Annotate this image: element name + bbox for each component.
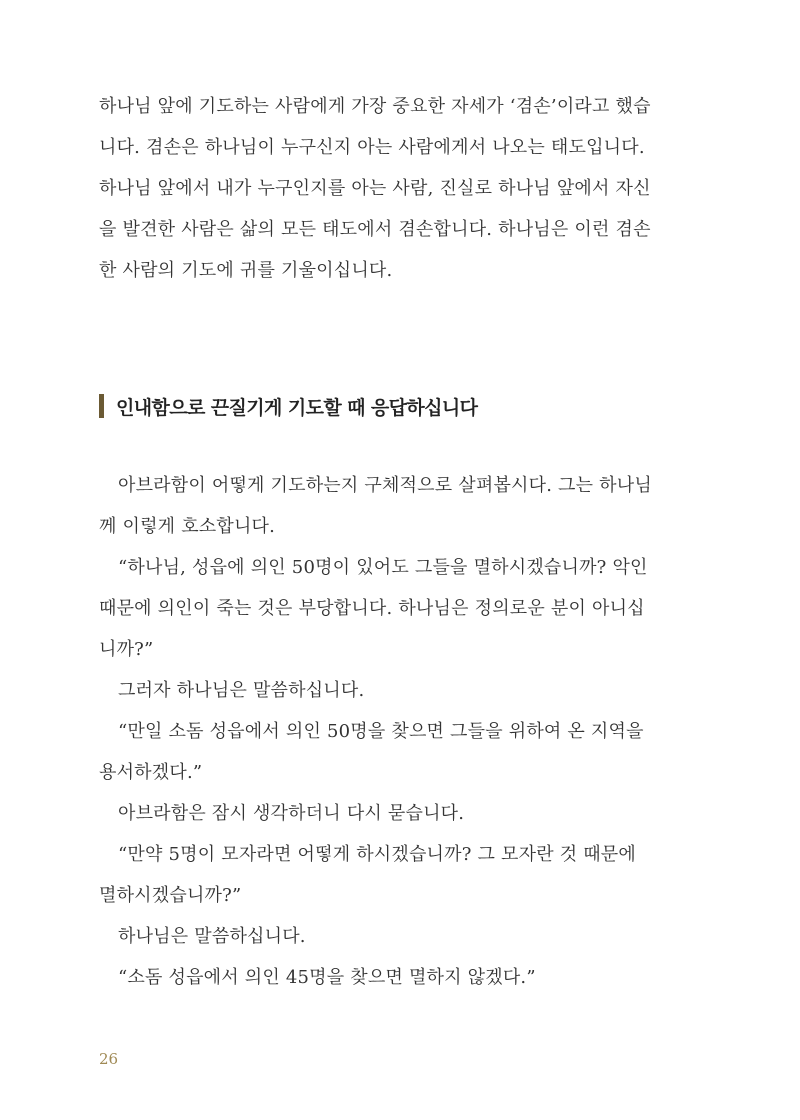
intro-paragraph xyxy=(99,86,699,291)
quote-line: “소돔 성읍에서 의인 45명을 찾으면 멸하지 않겠다.” xyxy=(118,967,536,988)
text-line: 한 사람의 기도에 귀를 기울이십니다. xyxy=(99,260,393,281)
text-line: 니다. 겸손은 하나님이 누구신지 아는 사람에게서 나오는 태도입니다. xyxy=(99,137,645,158)
quote-line: 니까?” xyxy=(99,639,154,660)
quote-line: 용서하겠다.” xyxy=(99,762,203,783)
quote-line: 멸하시겠습니까?” xyxy=(99,885,242,906)
text-line: 아브라함은 잠시 생각하더니 다시 묻습니다. xyxy=(118,803,465,824)
text-line: 하나님 앞에 기도하는 사람에게 가장 중요한 자세가 ‘겸손’이라고 했습 xyxy=(99,96,651,117)
quote-line: “만일 소돔 성읍에서 의인 50명을 찾으면 그들을 위하여 온 지역을 xyxy=(118,721,644,742)
quote-line: 때문에 의인이 죽는 것은 부당합니다. 하나님은 정의로운 분이 아니십 xyxy=(99,598,645,619)
text-line: 께 이렇게 호소합니다. xyxy=(99,516,276,537)
section-heading xyxy=(99,388,477,424)
text-line: 하나님 앞에서 내가 누구인지를 아는 사람, 진실로 하나님 앞에서 자신 xyxy=(99,178,651,199)
text-line: 아브라함이 어떻게 기도하는지 구체적으로 살펴봅시다. 그는 하나님 xyxy=(118,475,652,496)
section-body xyxy=(99,465,699,998)
text-line: 을 발견한 사람은 삶의 모든 태도에서 겸손합니다. 하나님은 이런 겸손 xyxy=(99,219,651,240)
page-number: 26 xyxy=(99,1050,119,1068)
section-heading-text: 인내함으로 끈질기게 기도할 때 응답하십니다 xyxy=(116,396,478,419)
quote-line: “하나님, 성읍에 의인 50명이 있어도 그들을 멸하시겠습니까? 악인 xyxy=(118,557,648,578)
heading-accent-bar xyxy=(99,394,104,418)
text-line: 그러자 하나님은 말씀하십니다. xyxy=(118,680,365,701)
quote-line: “만약 5명이 모자라면 어떻게 하시겠습니까? 그 모자란 것 때문에 xyxy=(118,844,636,865)
text-line: 하나님은 말씀하십니다. xyxy=(118,926,306,947)
